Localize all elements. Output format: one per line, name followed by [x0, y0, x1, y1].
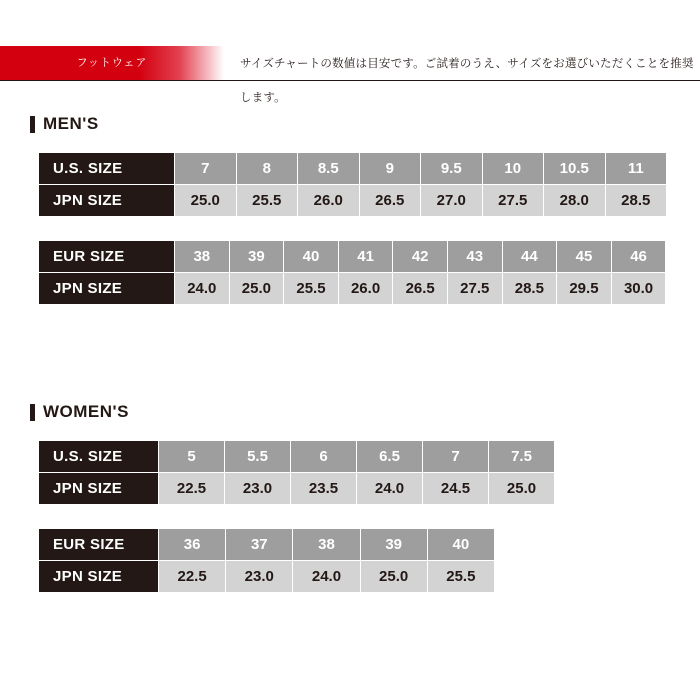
cell: 25.5: [284, 273, 339, 305]
section-title-text-womens: WOMEN'S: [43, 402, 129, 421]
cell: 7: [175, 153, 237, 185]
cell: 39: [229, 241, 284, 273]
cell: 24.0: [293, 561, 360, 593]
cell: 25.0: [229, 273, 284, 305]
cell: 30.0: [611, 273, 666, 305]
cell: 45: [557, 241, 612, 273]
cell: 38: [175, 241, 230, 273]
section-marker-icon: [30, 404, 35, 421]
cell: 5: [159, 441, 225, 473]
table-row: [39, 561, 495, 593]
cell: 23.5: [291, 473, 357, 505]
cell: 23.0: [225, 473, 291, 505]
cell: 8.5: [298, 153, 360, 185]
cell: 37: [226, 529, 293, 561]
cell: 24.5: [423, 473, 489, 505]
row-header: EUR SIZE: [39, 241, 175, 273]
cell: 7.5: [489, 441, 555, 473]
cell: 39: [360, 529, 427, 561]
category-label: フットウェア: [76, 56, 148, 69]
table-womens-eur: [38, 528, 495, 593]
cell: 27.5: [447, 273, 502, 305]
cell: 44: [502, 241, 557, 273]
cell: 25.0: [489, 473, 555, 505]
cell: 25.0: [360, 561, 427, 593]
section-title-mens: [30, 114, 99, 134]
cell: 25.5: [427, 561, 494, 593]
cell: 26.0: [338, 273, 393, 305]
section-title-text-mens: MEN'S: [43, 114, 99, 133]
cell: 6: [291, 441, 357, 473]
cell: 11: [605, 153, 667, 185]
table-row: [39, 273, 666, 305]
table-womens-us: [38, 440, 555, 505]
cell: 7: [423, 441, 489, 473]
cell: 29.5: [557, 273, 612, 305]
cell: 27.5: [482, 185, 544, 217]
table-row: [39, 153, 667, 185]
table-row: [39, 241, 666, 273]
cell: 22.5: [159, 561, 226, 593]
cell: 26.5: [393, 273, 448, 305]
cell: 46: [611, 241, 666, 273]
cell: 28.5: [502, 273, 557, 305]
cell: 8: [236, 153, 298, 185]
banner-divider: [0, 80, 700, 81]
cell: 5.5: [225, 441, 291, 473]
cell: 40: [427, 529, 494, 561]
banner-note: サイズチャートの数値は目安です。ご試着のうえ、サイズをお選びいただくことを推奨します。: [240, 56, 694, 104]
header-banner: [0, 46, 700, 104]
row-header: JPN SIZE: [39, 561, 159, 593]
cell: 38: [293, 529, 360, 561]
table-mens-us: [38, 152, 667, 217]
cell: 27.0: [421, 185, 483, 217]
cell: 6.5: [357, 441, 423, 473]
cell: 10.5: [544, 153, 606, 185]
cell: 26.0: [298, 185, 360, 217]
row-header: U.S. SIZE: [39, 153, 175, 185]
cell: 9.5: [421, 153, 483, 185]
cell: 9: [359, 153, 421, 185]
cell: 28.5: [605, 185, 667, 217]
table-row: [39, 185, 667, 217]
row-header: JPN SIZE: [39, 273, 175, 305]
cell: 36: [159, 529, 226, 561]
cell: 24.0: [357, 473, 423, 505]
cell: 24.0: [175, 273, 230, 305]
cell: 22.5: [159, 473, 225, 505]
cell: 40: [284, 241, 339, 273]
row-header: JPN SIZE: [39, 185, 175, 217]
table-row: [39, 529, 495, 561]
cell: 43: [447, 241, 502, 273]
cell: 25.5: [236, 185, 298, 217]
row-header: JPN SIZE: [39, 473, 159, 505]
cell: 26.5: [359, 185, 421, 217]
cell: 41: [338, 241, 393, 273]
cell: 42: [393, 241, 448, 273]
table-row: [39, 441, 555, 473]
row-header: U.S. SIZE: [39, 441, 159, 473]
section-title-womens: [30, 402, 129, 422]
cell: 23.0: [226, 561, 293, 593]
cell: 28.0: [544, 185, 606, 217]
row-header: EUR SIZE: [39, 529, 159, 561]
table-row: [39, 473, 555, 505]
table-mens-eur: [38, 240, 666, 305]
cell: 10: [482, 153, 544, 185]
cell: 25.0: [175, 185, 237, 217]
section-marker-icon: [30, 116, 35, 133]
